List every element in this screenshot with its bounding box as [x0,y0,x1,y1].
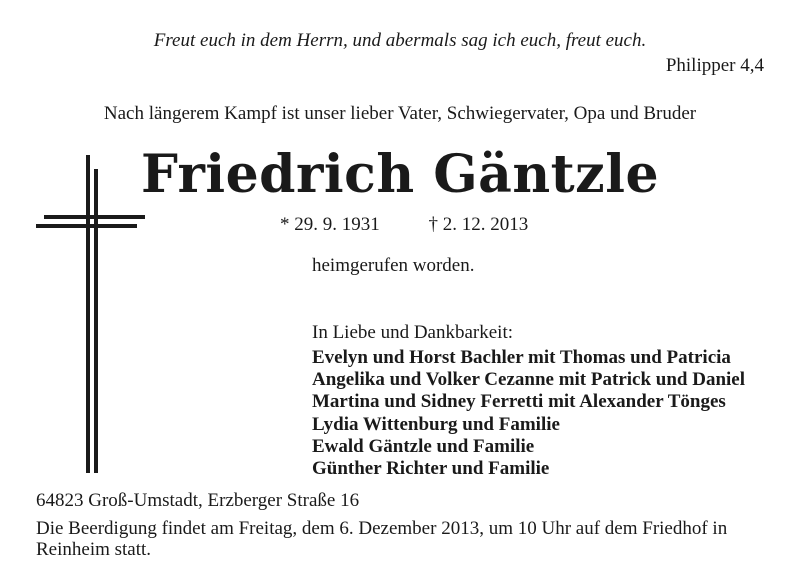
list-item: Ewald Gäntzle und Familie [312,435,535,457]
bible-verse: Freut euch in dem Herrn, und abermals sag ich euch, freut euch. [153,30,647,51]
called-home-text: heimgerufen worden. [312,255,475,276]
mourners-list [312,347,745,480]
thanks-heading: In Liebe und Dankbarkeit: [312,322,514,343]
deceased-name: Friedrich Gäntzle [140,144,660,205]
birth-date: * 29. 9. 1931 [280,214,380,235]
life-dates [280,214,528,236]
death-date: † 2. 12. 2013 [428,214,529,235]
intro-text: Nach längerem Kampf ist unser lieber Vater, Schwiegervater, Opa und Bruder [103,103,697,124]
list-item: Martina und Sidney Ferretti mit Alexander Tönges [312,391,726,413]
list-item: Angelika und Volker Cezanne mit Patrick und Daniel [312,369,746,391]
family-address: 64823 Groß-Umstadt, Erzberger Straße 16 [36,490,360,511]
list-item: Lydia Wittenburg und Familie [312,413,560,435]
list-item: Evelyn und Horst Bachler mit Thomas und Patricia [312,347,731,368]
funeral-notice: Die Beerdigung findet am Freitag, dem 6. Dezember 2013, um 10 Uhr auf dem Friedhof in Reinheim statt. [36,518,728,560]
list-item: Günther Richter und Familie [312,458,550,480]
verse-reference: Philipper 4,4 [665,55,764,76]
cross-icon [36,155,146,473]
